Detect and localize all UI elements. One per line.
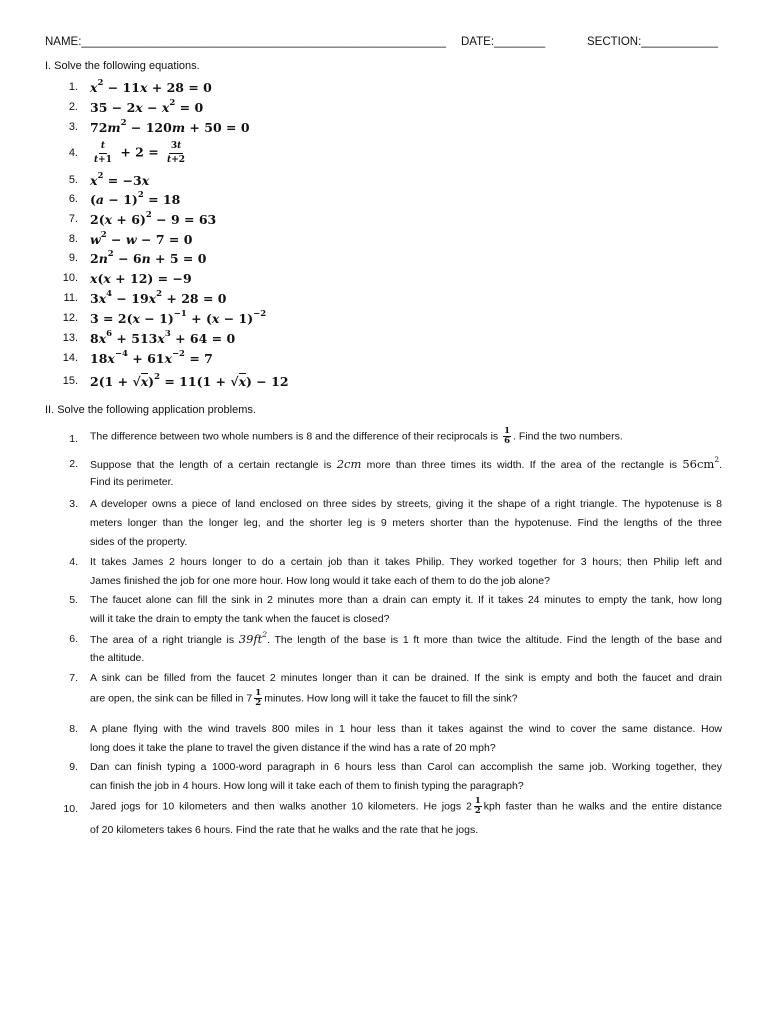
equation: $(a - 1)^2 = 18$ <box>90 190 181 207</box>
problem-number: 9. <box>69 761 78 773</box>
problem-text: The difference between two whole numbers is 8 and the difference of their reciprocals is $\frac{1}{6}$ . Find the two numbers. <box>90 426 623 447</box>
problem-number: 10. <box>63 803 78 815</box>
equation-number: 15. <box>62 375 78 387</box>
equation-number: 11. <box>63 292 78 304</box>
problem-text: The faucet alone can fill the sink in 2 minutes more than a drain can empty it. If it takes 24 minutes to empty the tank, how long <box>90 594 722 606</box>
equation: $2(1 + √x)^2 = 11(1 + √x) - 12$ <box>90 372 289 389</box>
equation: $3x^4 - 19x^2 + 28 = 0$ <box>90 289 227 306</box>
equation: $2(x + 6)^2 - 9 = 63$ <box>90 210 217 227</box>
equation: $72m^2 - 120m + 50 = 0$ <box>90 118 250 135</box>
date-field-label: DATE:________ <box>461 36 546 48</box>
part2-title: II. Solve the following application problems. <box>45 404 256 416</box>
fraction: $\frac{3t}{t+2}$ <box>167 141 186 165</box>
problem-text: Suppose that the length of a certain rectangle is 2cm more than three times its width. If the area of the rectangle is $56cm^2$. <box>90 455 723 471</box>
equation: $\frac{t}{t+1}$ + 2 = $\frac{3t}{t+2}$ <box>94 141 186 165</box>
name-field-label: NAME:_________________________________________________________ <box>45 36 446 48</box>
problem-text: James finished the job for one more hour. How long would it take each of them to do the job alone? <box>90 575 550 587</box>
problem-text: are open, the sink can be filled in 7 $\frac{1}{2}$ minutes. How long will it take the faucet to fill the sink? <box>90 688 518 709</box>
fraction: $\frac{1}{2}$ <box>474 796 481 817</box>
equation: $2n^2 - 6n + 5 = 0$ <box>90 249 207 266</box>
problem-text: The area of a right triangle is $39ft^2$. The length of the base is 1 ft more than twice the altitude. Find the length of the base and <box>90 630 723 646</box>
equation: $x^2 = -3x$ <box>90 171 150 188</box>
equation-number: 7. <box>68 213 78 225</box>
equation: $w^2 - w - 7 = 0$ <box>90 230 193 247</box>
problem-number: 7. <box>69 672 78 684</box>
problem-text: long does it take the plane to travel the given distance if the wind has a rate of 20 mph? <box>90 742 496 754</box>
problem-text: A developer owns a piece of land enclosed on three sides by streets, giving it the shape of a right triangle. The hypotenuse is 8 <box>90 498 722 510</box>
equation: $18x^{-4} + 61x^{-2} = 7$ <box>90 349 213 366</box>
problem-text: will it take the drain to empty the tank when the faucet is closed? <box>90 613 390 625</box>
equation-number: 4. <box>68 147 78 159</box>
section-field-label: SECTION:____________ <box>587 36 719 48</box>
equation-number: 10. <box>62 272 78 284</box>
equation-number: 6. <box>68 193 78 205</box>
problem-number: 5. <box>69 594 78 606</box>
fraction: $\frac{t}{t+1}$ <box>94 141 112 165</box>
equation-number: 5. <box>68 174 78 186</box>
equation-number: 2. <box>68 101 78 113</box>
problem-text: of 20 kilometers takes 6 hours. Find the rate that he walks and the rate that he jogs. <box>90 824 479 836</box>
problem-number: 4. <box>69 556 78 568</box>
equation-number: 13. <box>62 332 78 344</box>
problem-text: can finish the job in 4 hours. How long will it take each of them to finish typing the paragraph? <box>90 780 524 792</box>
problem-text: Dan can finish typing a 1000-word paragraph in 6 hours less than Carol can accomplish the same job. Working together, they <box>90 761 722 773</box>
equation-number: 1. <box>68 81 78 93</box>
problem-number: 8. <box>69 723 78 735</box>
equation: $x^2 - 11x + 28 = 0$ <box>90 78 212 95</box>
problem-text: Jared jogs for 10 kilometers and then walks another 10 kilometers. He jogs 2 $\frac{1}{2}$ kph faster than he walks and the entire distance <box>90 796 722 817</box>
problem-number: 3. <box>69 498 78 510</box>
equation: $3 = 2(x - 1)^{-1} + (x - 1)^{-2}$ <box>90 309 267 326</box>
fraction: $\frac{1}{2}$ <box>255 688 262 709</box>
equation: $8x^6 + 513x^3 + 64 = 0$ <box>90 329 236 346</box>
equation-number: 8. <box>68 233 78 245</box>
problem-text: A sink can be filled from the faucet 2 minutes longer than it can be drained. If the sink is empty and both the faucet and drain <box>90 672 722 684</box>
problem-text: It takes James 2 hours longer to do a certain job than it takes Philip. They worked together for 3 hours; then Philip left and <box>90 556 722 568</box>
equation-number: 9. <box>68 252 78 264</box>
problem-number: 1. <box>69 433 78 445</box>
problem-text: sides of the property. <box>90 536 188 548</box>
equation-number: 14. <box>62 352 78 364</box>
part1-title: I. Solve the following equations. <box>45 60 200 72</box>
equation: $35 - 2x - x^2 = 0$ <box>90 98 204 115</box>
fraction: $\frac{1}{6}$ <box>504 426 511 447</box>
problem-text: meters longer than the longer leg, and the shorter leg is 9 meters shorter than the hypotenuse. Find the lengths of the three <box>90 517 722 529</box>
equation: x(x + 12) = −9 <box>90 270 192 286</box>
equation-number: 3. <box>68 121 78 133</box>
problem-number: 2. <box>69 458 78 470</box>
equation-number: 12. <box>62 312 78 324</box>
problem-text: the altitude. <box>90 652 145 664</box>
problem-text: A plane flying with the wind travels 800 miles in 1 hour less than it takes against the wind to cover the same distance. How <box>90 723 722 735</box>
problem-number: 6. <box>69 633 78 645</box>
problem-text: Find its perimeter. <box>90 476 174 488</box>
